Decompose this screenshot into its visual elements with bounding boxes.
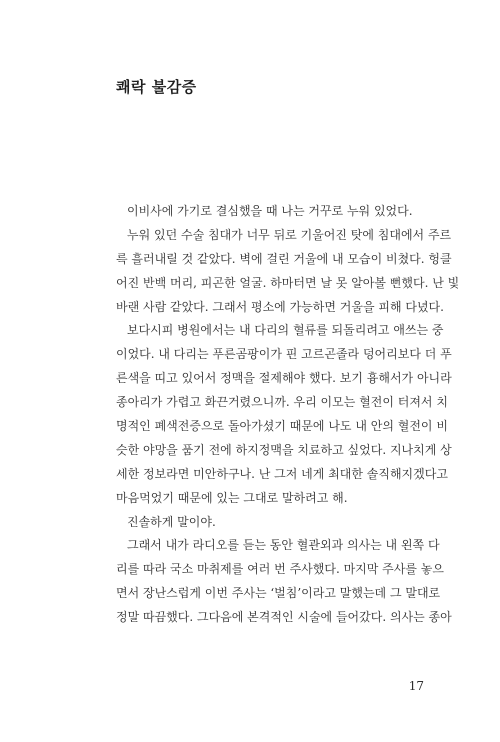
text-line: 슷한 야망을 품기 전에 하지정맥을 치료하고 싶었다. 지나치게 상 — [116, 442, 452, 457]
paragraph — [116, 319, 452, 510]
text-line: 진솔하게 말이야. — [127, 514, 216, 529]
body-text — [116, 200, 460, 630]
text-line: 누워 있던 수술 침대가 너무 뒤로 기울어진 탓에 침대에서 주르 — [127, 227, 452, 242]
text-line: 면서 장난스럽게 이번 주사는 ‘벌침’이라고 말했는데 그 말대로 — [116, 586, 441, 601]
text-line: 륵 흘러내릴 것 같았다. 벽에 걸린 거울에 내 모습이 비쳤다. 헝클 — [116, 251, 452, 266]
paragraph — [116, 224, 460, 320]
text-line: 그래서 내가 라디오를 듣는 동안 혈관외과 의사는 내 왼쪽 다 — [127, 538, 440, 553]
text-line: 종아리가 가렵고 화끈거렸으니까. 우리 이모는 혈전이 터져서 치 — [116, 395, 448, 410]
text-line: 바랜 사람 같았다. 그래서 평소에 가능하면 거울을 피해 다녔다. — [116, 299, 444, 314]
text-line: 어진 반백 머리, 피곤한 얼굴. 하마터면 날 못 알아볼 뻔했다. 난 빛 — [116, 275, 460, 290]
paragraph — [116, 200, 424, 224]
text-line: 이비사에 가기로 결심했을 때 나는 거꾸로 누워 있었다. — [127, 204, 413, 218]
page-number: 17 — [408, 679, 424, 693]
text-line: 명적인 폐색전증으로 돌아가셨기 때문에 나도 내 안의 혈전이 비 — [116, 419, 448, 434]
text-line: 이었다. 내 다리는 푸른곰팡이가 핀 고르곤졸라 덩어리보다 더 푸 — [116, 347, 452, 362]
text-line: 정말 따끔했다. 그다음에 본격적인 시술에 들어갔다. 의사는 종아 — [116, 610, 452, 625]
paragraph — [116, 511, 424, 535]
chapter-title: 쾌락 불감증 — [116, 78, 197, 96]
text-line: 리를 따라 국소 마취제를 여러 번 주사했다. 마지막 주사를 놓으 — [116, 562, 444, 577]
text-line: 보다시피 병원에서는 내 다리의 혈류를 되돌리려고 애쓰는 중 — [127, 323, 444, 338]
text-line: 마음먹었기 때문에 있는 그대로 말하려고 해. — [116, 490, 348, 505]
text-line: 른색을 띠고 있어서 정맥을 절제해야 했다. 보기 흉해서가 아니라 — [116, 371, 452, 386]
paragraph — [116, 534, 452, 630]
text-line: 세한 정보라면 미안하구나. 난 그저 네게 최대한 솔직해지겠다고 — [116, 466, 448, 481]
